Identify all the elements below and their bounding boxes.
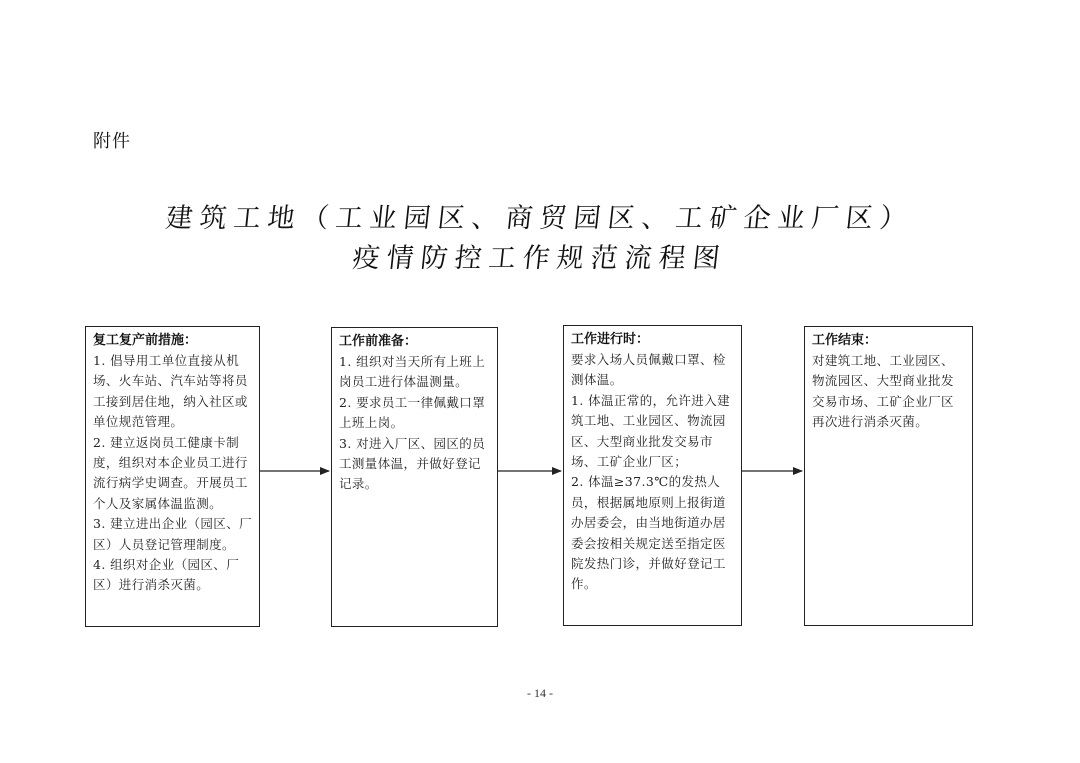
- step-item: 2. 体温≥37.3℃的发热人员，根据属地原则上报街道办居委会，由当地街道办居委会按相关规定送至指定医院发热门诊，并做好登记工作。: [571, 474, 726, 592]
- step-item: 3. 对进入厂区、园区的员工测量体温，并做好登记记录。: [339, 435, 486, 492]
- page-number: - 14 -: [527, 686, 553, 700]
- attachment-label: 附件: [93, 131, 131, 152]
- document-title-line1: 建筑工地（工业园区、商贸园区、工矿企业厂区）: [164, 203, 916, 234]
- step-box-work-end: [804, 326, 973, 626]
- step-heading: 工作前准备：: [339, 334, 418, 349]
- step-box-during-work: [563, 325, 742, 626]
- step-item: 2. 建立返岗员工健康卡制度，组织对本企业员工进行流行病学史调查。开展员工个人及家属体温监测。: [93, 434, 248, 511]
- step-box-pre-resumption: [85, 326, 260, 627]
- step-item: 1. 体温正常的，允许进入建筑工地、工业园区、物流园区、大型商业批发交易市场、工矿企业厂区；: [571, 392, 731, 470]
- document-title-line2: 疫情防控工作规范流程图: [351, 243, 729, 274]
- step-item: 要求入场人员佩戴口罩、检测体温。: [571, 352, 726, 388]
- step-heading: 复工复产前措施：: [93, 333, 198, 348]
- step-item: 4. 组织对企业（园区、厂区）进行消杀灭菌。: [93, 557, 240, 593]
- step-box-pre-work: [331, 327, 498, 627]
- step-item: 1. 倡导用工单位直接从机场、火车站、汽车站等将员工接到居住地，纳入社区或单位规范管理。: [93, 353, 248, 430]
- step-item: 1. 组织对当天所有上班上岗员工进行体温测量。: [339, 354, 486, 390]
- step-item: 对建筑工地、工业园区、物流园区、大型商业批发交易市场、工矿企业厂区再次进行消杀灭菌。: [812, 353, 954, 430]
- step-item: 2. 要求员工一律佩戴口罩上班上岗。: [339, 394, 486, 431]
- step-heading: 工作结束：: [812, 333, 878, 348]
- step-heading: 工作进行时：: [571, 332, 650, 347]
- step-item: 3. 建立进出企业（园区、厂区）人员登记管理制度。: [93, 516, 253, 552]
